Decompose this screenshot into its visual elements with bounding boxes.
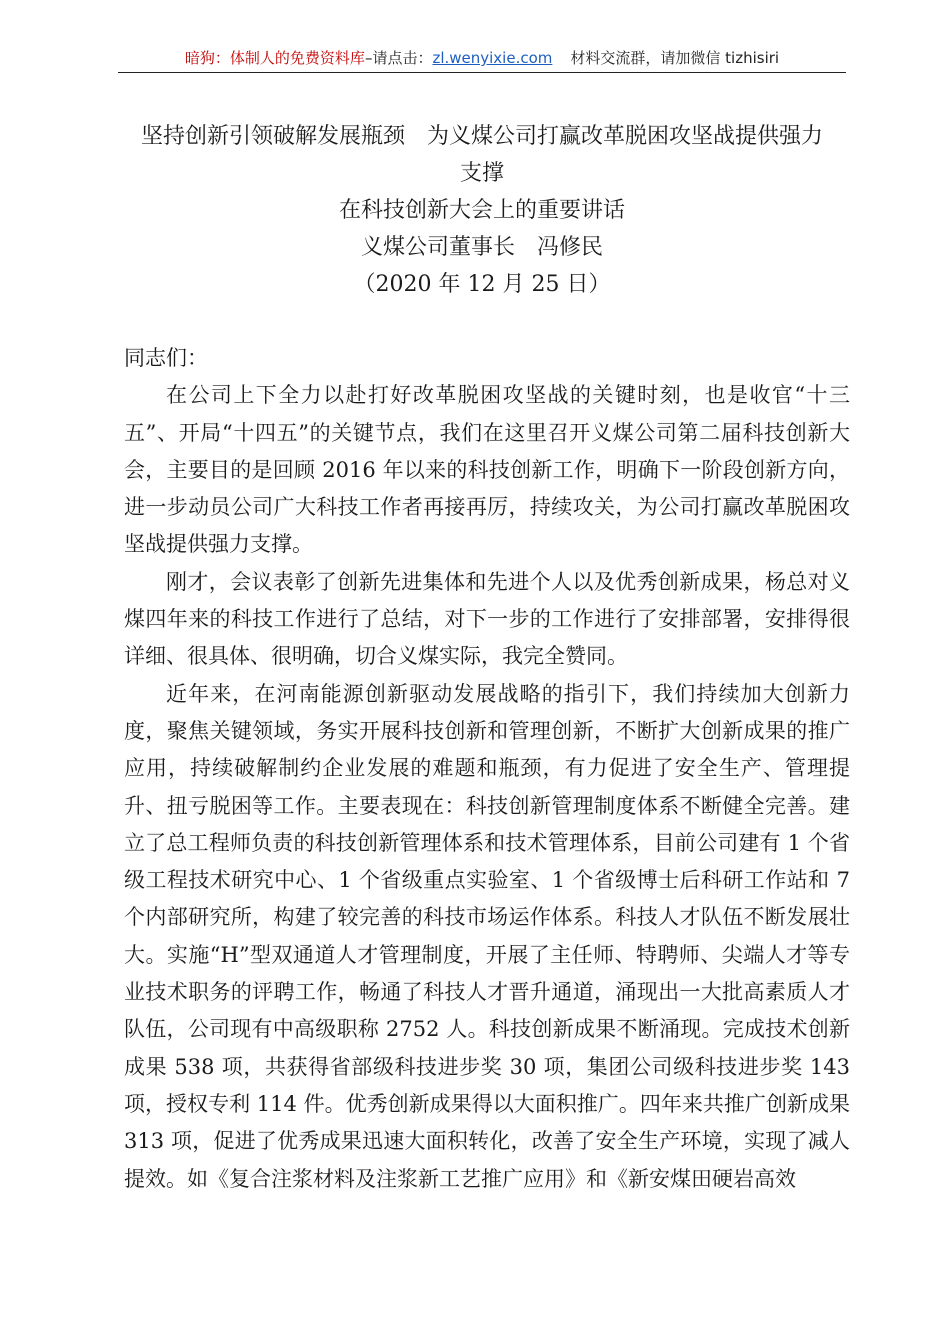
paragraph-1: 在公司上下全力以赴打好改革脱困攻坚战的关键时刻，也是收官“十三五”、开局“十四五”的关键节点，我们在这里召开义煤公司第二届科技创新大会，主要目的是回顾 2016 年以来的科技创新工作，明确下一阶段创新方向，进一步动员公司广大科技工作者再接再厉，持续攻关，为公司打赢改革脱困攻坚战提供强力支撑。 <box>124 383 850 557</box>
paragraph-2: 刚才，会议表彰了创新先进集体和先进个人以及优秀创新成果，杨总对义煤四年来的科技工作进行了总结，对下一步的工作进行了安排部署，安排得很详细、很具体、很明确，切合义煤实际，我完全赞同。 <box>124 569 850 669</box>
salutation: 同志们： <box>124 346 208 370</box>
title-line-1: 坚持创新引领破解发展瓶颈 为义煤公司打赢改革脱困攻坚战提供强力 <box>140 124 823 149</box>
header-contact: 材料交流群，请加微信 tizhisiri <box>570 49 780 67</box>
watermark-header <box>118 46 846 73</box>
header-prompt: –请点击： <box>364 49 433 67</box>
speaker: 义煤公司董事长 冯修民 <box>360 235 603 260</box>
speech-date: （2020 年 12 月 25 日） <box>353 272 611 297</box>
speech-body <box>124 340 850 1198</box>
document-title-block <box>118 118 846 303</box>
title-line-2: 支撑 <box>459 161 504 186</box>
header-site-label: 暗狗：体制人的免费资料库 <box>184 49 365 67</box>
header-link[interactable]: zl.wenyixie.com <box>432 49 553 67</box>
subtitle: 在科技创新大会上的重要讲话 <box>338 198 625 223</box>
paragraph-3: 近年来，在河南能源创新驱动发展战略的指引下，我们持续加大创新力度，聚焦关键领域，务实开展科技创新和管理创新，不断扩大创新成果的推广应用，持续破解制约企业发展的难题和瓶颈，有力促进了安全生产、管理提升、扭亏脱困等工作。主要表现在：科技创新管理制度体系不断健全完善。建立了总工程师负责的科技创新管理体系和技术管理体系，目前公司建有 1 个省级工程技术研究中心、1 个省级重点实验室、1 个省级博士后科研工作站和 7 个内部研究所，构建了较完善的科技市场运作体系。科技人才队伍不断发展壮大。实施“H”型双通道人才管理制度，开展了主任师、特聘师、尖端人才等专业技术职务的评聘工作，畅通了科技人才晋升通道，涌现出一大批高素质人才队伍，公司现有中高级职称 2752 人。科技创新成果不断涌现。完成技术创新成果 538 项，共获得省部级科技进步奖 30 项，集团公司级科技进步奖 143 项，授权专利 114 件。优秀创新成果得以大面积推广。四年来共推广创新成果 313 项，促进了优秀成果迅速大面积转化，改善了安全生产环境，实现了减人提效。如《复合注浆材料及注浆新工艺推广应用》和《新安煤田硬岩高效 <box>124 681 850 1191</box>
